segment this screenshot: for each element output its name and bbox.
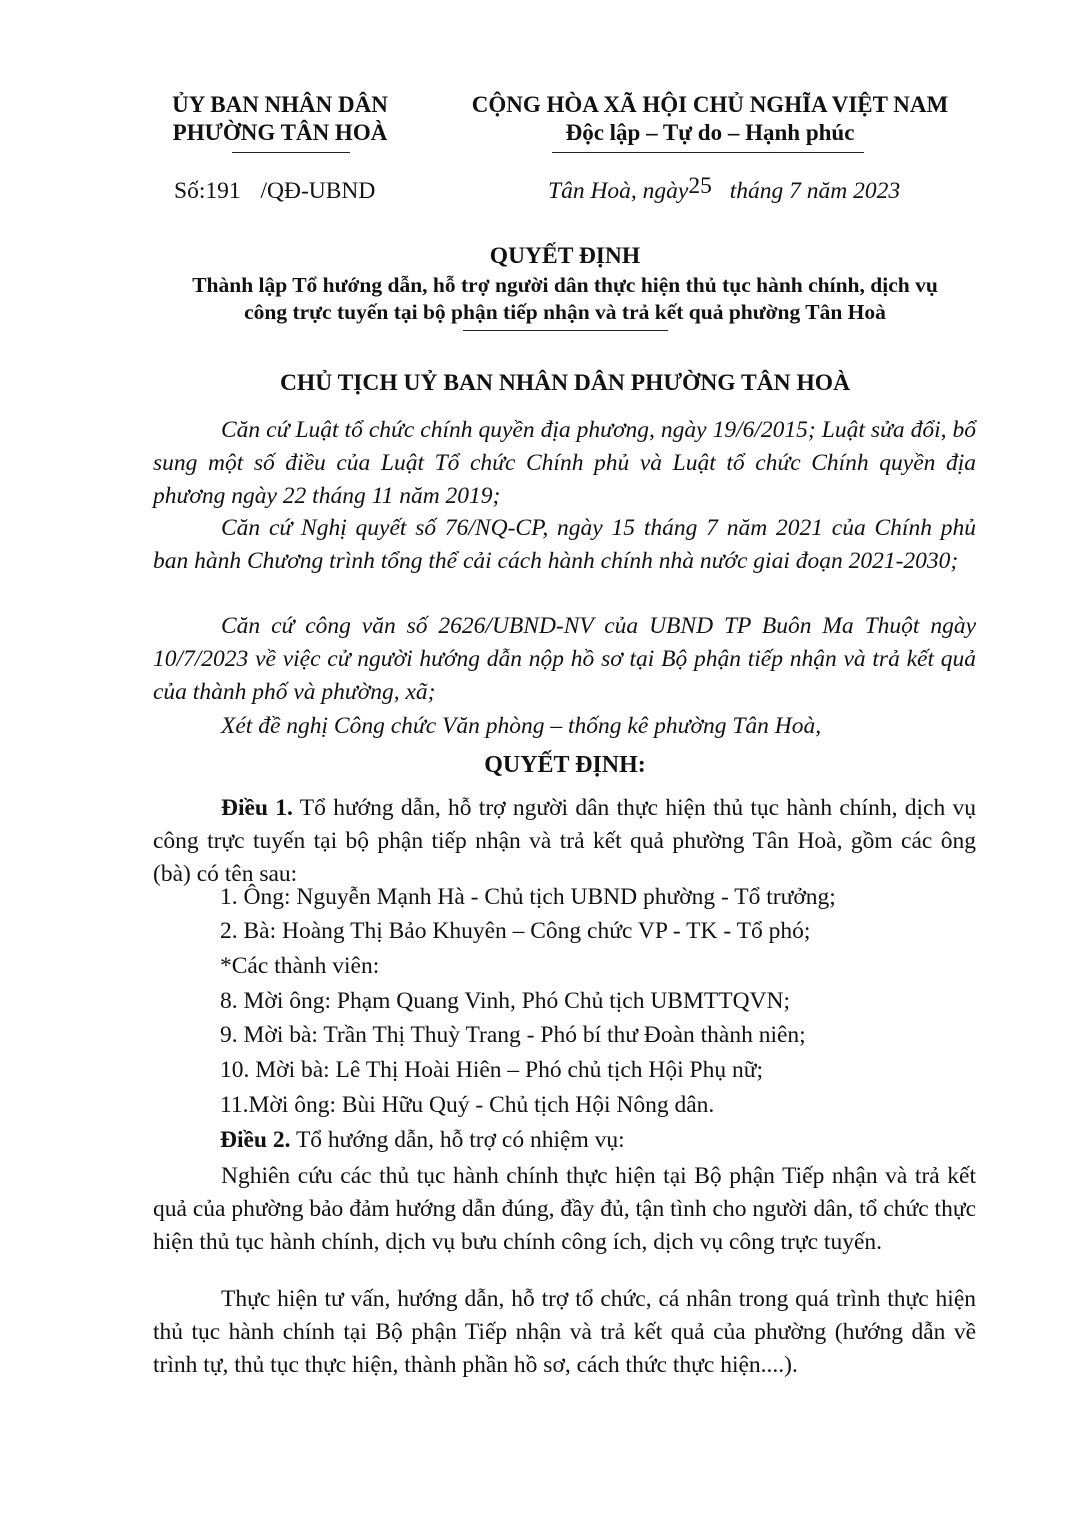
document-subtitle-line2: công trực tuyến tại bộ phận tiếp nhận và trả kết quả phường Tân Hoà	[244, 300, 886, 324]
member-item: 8. Mời ông: Phạm Quang Vinh, Phó Chủ tịch UBMTTQVN;	[220, 988, 791, 1014]
article-1	[153, 792, 976, 891]
document-subtitle-line1: Thành lập Tổ hướng dẫn, hỗ trợ người dân thực hiện thủ tục hành chính, dịch vụ	[192, 273, 938, 297]
decision-heading: QUYẾT ĐỊNH:	[484, 752, 646, 778]
legal-basis-1	[153, 414, 976, 513]
nation-motto: Độc lập – Tự do – Hạnh phúc	[565, 120, 855, 145]
proposal-basis	[153, 710, 976, 743]
agency-name-line1: ỦY BAN NHÂN DÂN	[172, 92, 388, 117]
members-subheading: *Các thành viên:	[220, 953, 380, 979]
member-item: 11.Mời ông: Bùi Hữu Quý - Chủ tịch Hội Nông dân.	[220, 1092, 715, 1118]
member-item: 2. Bà: Hoàng Thị Bảo Khuyên – Công chức VP - TK - Tổ phó;	[220, 918, 811, 944]
title-underline	[463, 330, 668, 331]
document-number	[174, 178, 375, 205]
issuing-authority: CHỦ TỊCH UỶ BAN NHÂN DÂN PHƯỜNG TÂN HOÀ	[279, 370, 851, 396]
legal-basis-2	[153, 512, 976, 578]
date-suffix: tháng 7 năm 2023	[729, 178, 901, 204]
agency-underline	[232, 152, 350, 153]
article-2-paragraph-1-text: Nghiên cứu các thủ tục hành chính thực hiện tại Bộ phận Tiếp nhận và trả kết quả của phường bảo đảm hướng dẫn đúng, đầy đủ, tận tình cho người dân, tổ chức thực hiện thủ tục hành chính, dịch vụ bưu chính công ích, dịch vụ công trực tuyến.	[153, 1163, 976, 1255]
article-2-text: Tổ hướng dẫn, hỗ trợ có nhiệm vụ:	[295, 1127, 625, 1153]
issue-date	[548, 173, 901, 205]
article-2-paragraph-2	[153, 1283, 976, 1382]
article-2	[220, 1127, 625, 1154]
article-1-label: Điều 1.	[221, 795, 293, 821]
article-2-paragraph-2-text: Thực hiện tư vấn, hướng dẫn, hỗ trợ tổ chức, cá nhân trong quá trình thực hiện thủ tục hành chính tại Bộ phận Tiếp nhận và trả kết quả của phường (hướng dẫn về trình tự, thủ tục thực hiện, thành phần hồ sơ, cách thức thực hiện....).	[153, 1286, 976, 1378]
date-day: 25	[688, 173, 712, 199]
member-item: 9. Mời bà: Trần Thị Thuỳ Trang - Phó bí thư Đoàn thành niên;	[220, 1022, 806, 1048]
legal-basis-3	[153, 610, 976, 709]
legal-basis-2-text: Căn cứ Nghị quyết số 76/NQ-CP, ngày 15 tháng 7 năm 2021 của Chính phủ ban hành Chương trình tổng thể cải cách hành chính nhà nước giai đoạn 2021-2030;	[153, 515, 976, 574]
document-title: QUYẾT ĐỊNH	[489, 243, 641, 269]
legal-basis-1-text: Căn cứ Luật tổ chức chính quyền địa phương, ngày 19/6/2015; Luật sửa đổi, bổ sung một số điều của Luật Tổ chức Chính phủ và Luật tổ chức Chính quyền địa phương ngày 22 tháng 11 năm 2019;	[153, 417, 976, 509]
nation-name: CỘNG HÒA XÃ HỘI CHỦ NGHĨA VIỆT NAM	[471, 92, 949, 117]
document-number-prefix: Số:191	[174, 178, 241, 204]
article-2-paragraph-1	[153, 1160, 976, 1259]
member-item: 10. Mời bà: Lê Thị Hoài Hiên – Phó chủ tịch Hội Phụ nữ;	[220, 1057, 763, 1083]
motto-underline	[552, 152, 864, 153]
article-2-label: Điều 2.	[220, 1127, 291, 1153]
legal-basis-3-text: Căn cứ công văn số 2626/UBND-NV của UBND TP Buôn Ma Thuột ngày 10/7/2023 về việc cử người hướng dẫn nộp hồ sơ tại Bộ phận tiếp nhận và trả kết quả của thành phố và phường, xã;	[153, 613, 976, 705]
article-1-text: Tổ hướng dẫn, hỗ trợ người dân thực hiện thủ tục hành chính, dịch vụ công trực tuyến tại bộ phận tiếp nhận và trả kết quả phường Tân Hoà, gồm các ông (bà) có tên sau:	[153, 795, 976, 887]
agency-name-line2: PHƯỜNG TÂN HOÀ	[172, 120, 388, 145]
proposal-basis-text: Xét đề nghị Công chức Văn phòng – thống kê phường Tân Hoà,	[221, 713, 822, 739]
member-item: 1. Ông: Nguyễn Mạnh Hà - Chủ tịch UBND phường - Tổ trưởng;	[220, 884, 836, 910]
document-number-suffix: /QĐ-UBND	[260, 178, 376, 204]
date-prefix: Tân Hoà, ngày	[548, 178, 689, 204]
